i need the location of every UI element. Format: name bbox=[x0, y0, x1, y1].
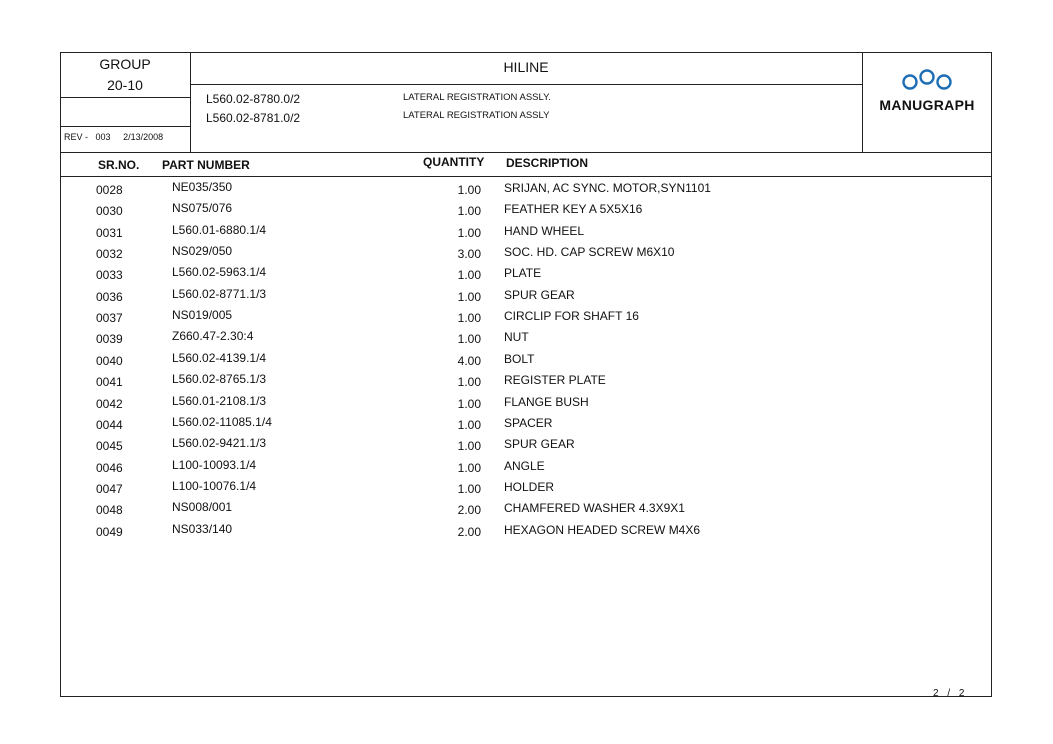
part-number-cell: NS075/076 bbox=[172, 201, 233, 216]
part-number-cell: L100-10076.1/4 bbox=[172, 478, 257, 493]
sr-no-cell: 0033 bbox=[96, 268, 123, 283]
part-number-cell: L560.02-11085.1/4 bbox=[172, 414, 272, 429]
description-cell: HAND WHEEL bbox=[504, 223, 585, 238]
quantity-cell: 3.00 bbox=[457, 247, 481, 262]
divider bbox=[60, 126, 190, 127]
assembly-description: LATERAL REGISTRATION ASSLY bbox=[403, 110, 550, 121]
part-number-cell: L560.02-8771.1/3 bbox=[172, 286, 267, 301]
quantity-cell: 1.00 bbox=[457, 289, 481, 304]
brand-name: MANUGRAPH bbox=[879, 97, 975, 113]
group-label: GROUP bbox=[99, 56, 151, 72]
quantity-cell: 1.00 bbox=[457, 268, 481, 283]
description-cell: SOC. HD. CAP SCREW M6X10 bbox=[504, 245, 675, 260]
part-number-cell: L560.02-5963.1/4 bbox=[172, 265, 267, 280]
group-value: 20-10 bbox=[107, 77, 143, 93]
sr-no-cell: 0049 bbox=[96, 524, 123, 539]
assembly-description: LATERAL REGISTRATION ASSLY. bbox=[403, 92, 551, 103]
quantity-cell: 1.00 bbox=[457, 460, 481, 475]
page-number bbox=[933, 688, 964, 699]
quantity-cell: 1.00 bbox=[457, 417, 481, 432]
sr-no-cell: 0039 bbox=[96, 332, 123, 347]
quantity-cell: 1.00 bbox=[457, 481, 481, 496]
description-cell: SPACER bbox=[504, 415, 553, 430]
sr-no-cell: 0040 bbox=[96, 353, 123, 368]
part-number-cell: L560.02-8765.1/3 bbox=[172, 372, 267, 387]
sr-no-cell: 0044 bbox=[96, 417, 123, 432]
sr-no-cell: 0042 bbox=[96, 396, 123, 411]
part-number-cell: NS029/050 bbox=[172, 244, 233, 259]
part-number-cell: L100-10093.1/4 bbox=[172, 457, 257, 472]
sr-no-cell: 0037 bbox=[96, 311, 123, 326]
manugraph-logo bbox=[862, 68, 992, 113]
revision-info bbox=[64, 132, 163, 142]
description-cell: FEATHER KEY A 5X5X16 bbox=[504, 202, 643, 217]
quantity-cell: 1.00 bbox=[457, 396, 481, 411]
part-number-cell: NS033/140 bbox=[172, 521, 233, 536]
manugraph-logo-icon bbox=[899, 68, 955, 92]
column-header-description: DESCRIPTION bbox=[506, 156, 589, 170]
divider bbox=[60, 97, 190, 98]
sr-no-cell: 0048 bbox=[96, 503, 123, 518]
quantity-cell: 1.00 bbox=[457, 183, 481, 197]
page-current: 2 bbox=[933, 688, 939, 699]
description-cell: ANGLE bbox=[504, 458, 545, 473]
part-number-cell: NE035/350 bbox=[172, 180, 233, 194]
part-number-cell: L560.02-4139.1/4 bbox=[172, 350, 267, 365]
page-total: 2 bbox=[958, 688, 965, 699]
part-number-cell: NS019/005 bbox=[172, 308, 233, 323]
sr-no-cell: 0028 bbox=[96, 183, 123, 197]
description-cell: HOLDER bbox=[504, 479, 555, 494]
rev-date: 2/13/2008 bbox=[123, 132, 164, 142]
column-header-quantity: QUANTITY bbox=[423, 155, 485, 169]
description-cell: HEXAGON HEADED SCREW M4X6 bbox=[504, 522, 701, 537]
part-number-cell: L560.01-2108.1/3 bbox=[172, 393, 267, 408]
rev-label: REV - bbox=[64, 132, 89, 142]
divider bbox=[190, 84, 862, 85]
sr-no-cell: 0032 bbox=[96, 247, 123, 262]
assembly-part-number: L560.02-8781.0/2 bbox=[206, 111, 301, 125]
part-number-cell: L560.02-9421.1/3 bbox=[172, 436, 267, 451]
part-number-cell: L560.01-6880.1/4 bbox=[172, 222, 267, 237]
description-cell: CHAMFERED WASHER 4.3X9X1 bbox=[504, 501, 685, 516]
assembly-part-number: L560.02-8780.0/2 bbox=[206, 92, 301, 106]
quantity-cell: 2.00 bbox=[457, 503, 481, 518]
quantity-cell: 1.00 bbox=[457, 311, 481, 326]
description-cell: PLATE bbox=[504, 266, 542, 281]
divider bbox=[60, 152, 992, 153]
sr-no-cell: 0036 bbox=[96, 289, 123, 304]
description-cell: FLANGE BUSH bbox=[504, 394, 589, 409]
sr-no-cell: 0031 bbox=[96, 225, 123, 240]
sr-no-cell: 0030 bbox=[96, 204, 123, 219]
description-cell: SRIJAN, AC SYNC. MOTOR,SYN1101 bbox=[504, 181, 711, 195]
divider bbox=[60, 176, 992, 177]
description-cell: BOLT bbox=[504, 351, 535, 366]
sr-no-cell: 0041 bbox=[96, 375, 123, 390]
quantity-cell: 2.00 bbox=[457, 524, 481, 539]
quantity-cell: 1.00 bbox=[457, 225, 481, 240]
column-header-sr-no: SR.NO. bbox=[98, 158, 140, 172]
quantity-cell: 4.00 bbox=[457, 353, 481, 368]
description-cell: REGISTER PLATE bbox=[504, 373, 606, 388]
quantity-cell: 1.00 bbox=[457, 375, 481, 390]
description-cell: NUT bbox=[504, 330, 529, 345]
sr-no-cell: 0047 bbox=[96, 481, 123, 496]
sr-no-cell: 0045 bbox=[96, 439, 123, 454]
rev-number: 003 bbox=[95, 132, 111, 142]
sr-no-cell: 0046 bbox=[96, 460, 123, 475]
quantity-cell: 1.00 bbox=[457, 439, 481, 454]
description-cell: CIRCLIP FOR SHAFT 16 bbox=[504, 309, 639, 324]
quantity-cell: 1.00 bbox=[457, 204, 481, 219]
description-cell: SPUR GEAR bbox=[504, 437, 575, 452]
part-number-cell: Z660.47-2.30:4 bbox=[172, 329, 254, 344]
description-cell: SPUR GEAR bbox=[504, 287, 575, 302]
column-header-part-number: PART NUMBER bbox=[162, 158, 250, 172]
part-number-cell: NS008/001 bbox=[172, 500, 233, 515]
page-title: HILINE bbox=[503, 59, 549, 75]
quantity-cell: 1.00 bbox=[457, 332, 481, 347]
page-separator: / bbox=[947, 688, 951, 699]
